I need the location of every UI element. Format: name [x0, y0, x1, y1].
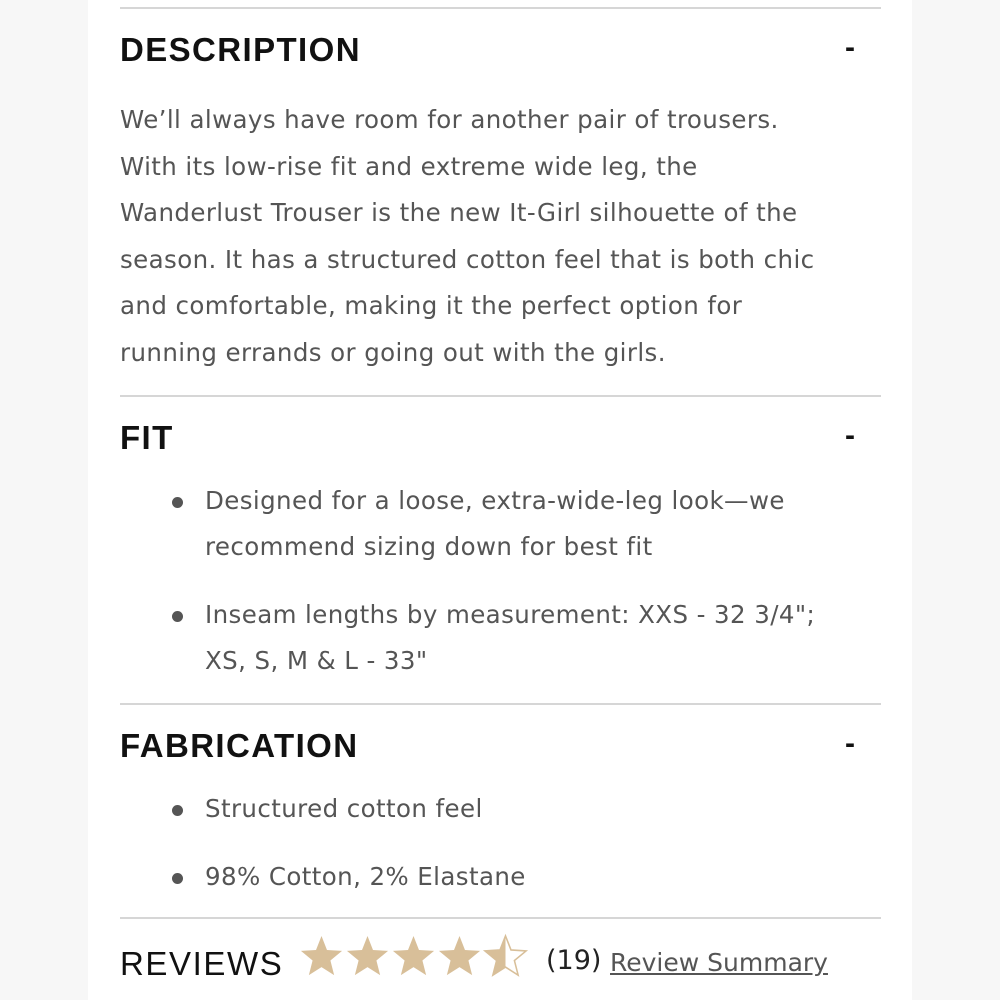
list-item — [120, 592, 881, 685]
fit-bullet-line: Designed for a loose, extra-wide-leg look—we — [205, 485, 785, 515]
fit-bullet-line: recommend sizing down for best fit — [205, 532, 653, 562]
reviews-row — [120, 919, 881, 999]
fit-collapse-toggle[interactable]: - — [845, 418, 855, 452]
review-summary-link[interactable]: Review Summary — [610, 948, 828, 978]
fit-header[interactable] — [120, 397, 881, 478]
fit-list — [120, 478, 881, 697]
fit-title: FIT — [120, 418, 174, 456]
description-section — [120, 9, 881, 395]
fabrication-bullet: 98% Cotton, 2% Elastane — [205, 861, 526, 891]
description-collapse-toggle[interactable]: - — [845, 31, 855, 64]
fabrication-bullet: Structured cotton feel — [205, 793, 483, 823]
star-filled-icon — [436, 933, 483, 980]
description-line: running errands or going out with the girls. — [120, 337, 666, 367]
product-details — [120, 0, 881, 999]
star-filled-icon — [390, 933, 437, 980]
fabrication-title: FABRICATION — [120, 726, 359, 764]
star-filled-icon — [298, 933, 345, 980]
fabrication-collapse-toggle[interactable]: - — [845, 726, 855, 760]
description-line: With its low-rise fit and extreme wide leg, the — [120, 151, 698, 181]
fabrication-list — [120, 786, 881, 900]
fit-section — [120, 397, 881, 697]
star-half-icon — [482, 933, 529, 980]
description-line: season. It has a structured cotton feel that is both chic — [120, 244, 815, 274]
description-title: DESCRIPTION — [120, 31, 361, 68]
fit-bullet-line: Inseam lengths by measurement: XXS - 32 3/4"; — [205, 599, 816, 629]
review-count: (19) — [546, 945, 602, 977]
fabrication-section — [120, 705, 881, 900]
description-text — [120, 97, 881, 395]
description-line: Wanderlust Trouser is the new It-Girl silhouette of the — [120, 198, 798, 228]
list-item — [120, 854, 881, 901]
star-rating — [298, 933, 528, 980]
description-line: and comfortable, making it the perfect option for — [120, 291, 743, 321]
fit-bullet-line: XS, S, M & L - 33" — [205, 646, 428, 676]
reviews-title: REVIEWS — [120, 945, 284, 983]
star-filled-icon — [344, 933, 391, 980]
description-header[interactable] — [120, 9, 881, 92]
list-item — [120, 786, 881, 833]
description-line: We’ll always have room for another pair of trousers. — [120, 105, 779, 134]
fabrication-header[interactable] — [120, 705, 881, 786]
list-item — [120, 478, 881, 571]
